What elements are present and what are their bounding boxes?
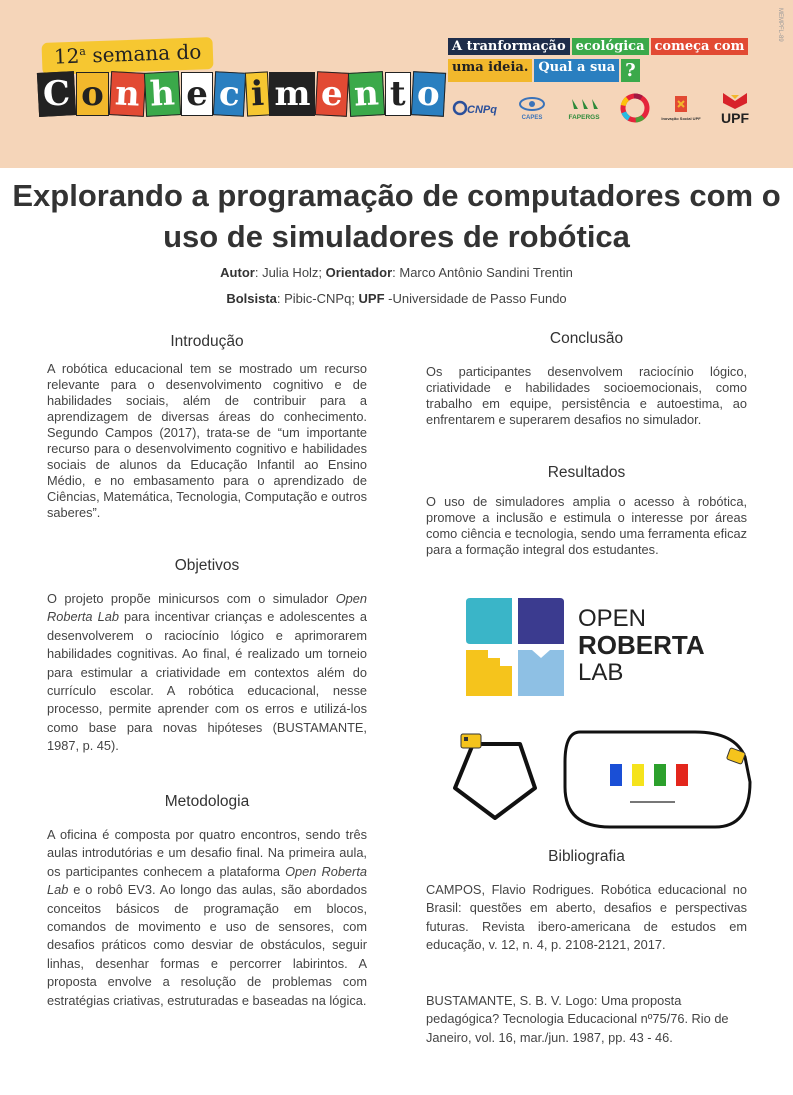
methodology-text: A oficina é composta por quatro encontros, sendo três aulas introdutórias e um desafio final. Na primeira aula, os participantes conhecem a plataforma Open Roberta Lab e o robô EV3. Ao longo das aulas, são abordados conceitos básicos de programação em blocos, comandos de movimento e uso de sensores, com desafios práticos como desviar de obstáculos, seguir linhas, desenhar formas e percorrer labirintos. A proposta envolve a resolução de problemas com estratégias criativas, estruturadas e baseadas na lógica. [47, 827, 367, 1008]
event-name-letter: e [315, 71, 349, 117]
svg-text:FAPERGS: FAPERGS [568, 114, 600, 121]
oval-track-drawing [565, 732, 750, 827]
tagline-part: ? [621, 59, 640, 82]
tagline-part: começa com [651, 38, 749, 55]
event-name-letter: i [244, 71, 269, 116]
event-name-letter: h [144, 71, 181, 117]
tagline-part: A tranformação [448, 38, 570, 55]
objectives-heading: Objetivos [174, 557, 240, 574]
svg-text:OPEN: OPEN [578, 605, 647, 632]
left-column [47, 0, 367, 1095]
intro-text: A robótica educacional tem se mostrado um recurso relevante para o desenvolvimento cognitivo e de habilidades sociais, além de contribuir para a aprendizagem de diversas áreas do conhecimento. Segundo Campos (2017), trata-se de “um importante recurso para o desenvolvimento cognitivo e habilidades sociais de alunos da Educação Infantil ao Ensino Médio, e no embasamento para o aprendizado de Ciências, Matemática, Tecnologia, Computação e outros saberes”. [47, 361, 367, 520]
right-column [426, 0, 747, 1095]
event-name-letter: o [76, 72, 109, 116]
author-name: Julia Holz; [262, 265, 323, 280]
svg-text:LAB: LAB [578, 659, 624, 686]
tagline-part: uma ideia. [448, 59, 532, 82]
poster-title: Explorando a programação de computadores com o uso de simuladores de robótica [12, 178, 781, 254]
svg-text:UPF: UPF [721, 110, 749, 126]
results-text: O uso de simuladores amplia o acesso à robótica, promove a inclusão e estimula o interesse por áreas como ciência e tecnologia, sendo uma ferramenta eficaz para a formação integral dos estudantes. [426, 494, 747, 557]
conclusion-heading: Conclusão [549, 330, 624, 347]
reference-campos: CAMPOS, Flavio Rodrigues. Robótica educacional no Brasil: questões em aberto, desafios e perspectivas futuras. Revista ibero-americana de estudos em educação, v. 12, n. 4, p. 2108-2121, 2017. [426, 882, 747, 953]
event-name-letter: t [385, 72, 411, 116]
event-name-letter: C [37, 71, 76, 117]
scholarship: Pibic-CNPq; [284, 291, 355, 306]
event-name-letter: c [213, 71, 246, 117]
affiliation-line: Bolsista: Pibic-CNPq; UPF -Universidade de Passo Fundo [226, 291, 567, 306]
tagline-part: ecológica [572, 38, 649, 55]
results-heading: Resultados [547, 464, 626, 481]
tagline-part: Qual a sua [534, 59, 619, 82]
event-name-letter: n [109, 71, 146, 117]
open-roberta-lab-logo [466, 598, 716, 698]
event-edition-label: 12$^a$ semana do [41, 37, 213, 75]
pentagon-path-drawing [455, 734, 535, 818]
svg-text:CAPES: CAPES [521, 115, 543, 121]
institution: -Universidade de Passo Fundo [388, 291, 567, 306]
conclusion-text: Os participantes desenvolvem raciocínio lógico, criatividade e habilidades socioemocionais, como trabalho em equipe, persistência e autoestima, ao enfrentarem e superarem desafios no simulador. [426, 364, 747, 427]
svg-text:Inovação Social UPF: Inovação Social UPF [661, 116, 701, 121]
event-name-letter: n [348, 71, 385, 117]
bibliography-heading: Bibliografia [548, 848, 625, 865]
intro-heading: Introdução [170, 333, 244, 350]
event-name-letter: e [181, 72, 213, 116]
event-name-letter: o [410, 71, 445, 117]
event-name-letter: m [269, 72, 315, 116]
methodology-heading: Metodologia [164, 793, 250, 810]
author-line: Autor: Julia Holz; Orientador: Marco Antônio Sandini Trentin [220, 265, 573, 280]
svg-text:ROBERTA: ROBERTA [578, 630, 705, 660]
objectives-text: O projeto propõe minicursos com o simulador Open Roberta Lab para incentivar crianças e adolescentes a desenvolverem o raciocínio lógico e aprimorarem habilidades cognitivas. Ao final, é realizado um torneio para estimular a criatividade em contextos além do currículo escolar. A robótica educacional, nesse processo, permite aprender com os erros e utilizá-los como base para novas hipóteses (BUSTAMANTE, 1987, p. 45). [47, 591, 368, 754]
advisor-name: Marco Antônio Sandini Trentin [399, 265, 573, 280]
svg-text:CNPq: CNPq [467, 104, 497, 116]
simulator-illustrations [445, 722, 765, 832]
poster-id-code: MEMPFL-89 [777, 8, 783, 42]
reference-bustamante: BUSTAMANTE, S. B. V. Logo: Uma proposta pedagógica? Tecnologia Educacional nº75/76. Rio de Janeiro, vol. 16, mar./jun. 1987, pp. 43 - 46. [426, 993, 729, 1045]
